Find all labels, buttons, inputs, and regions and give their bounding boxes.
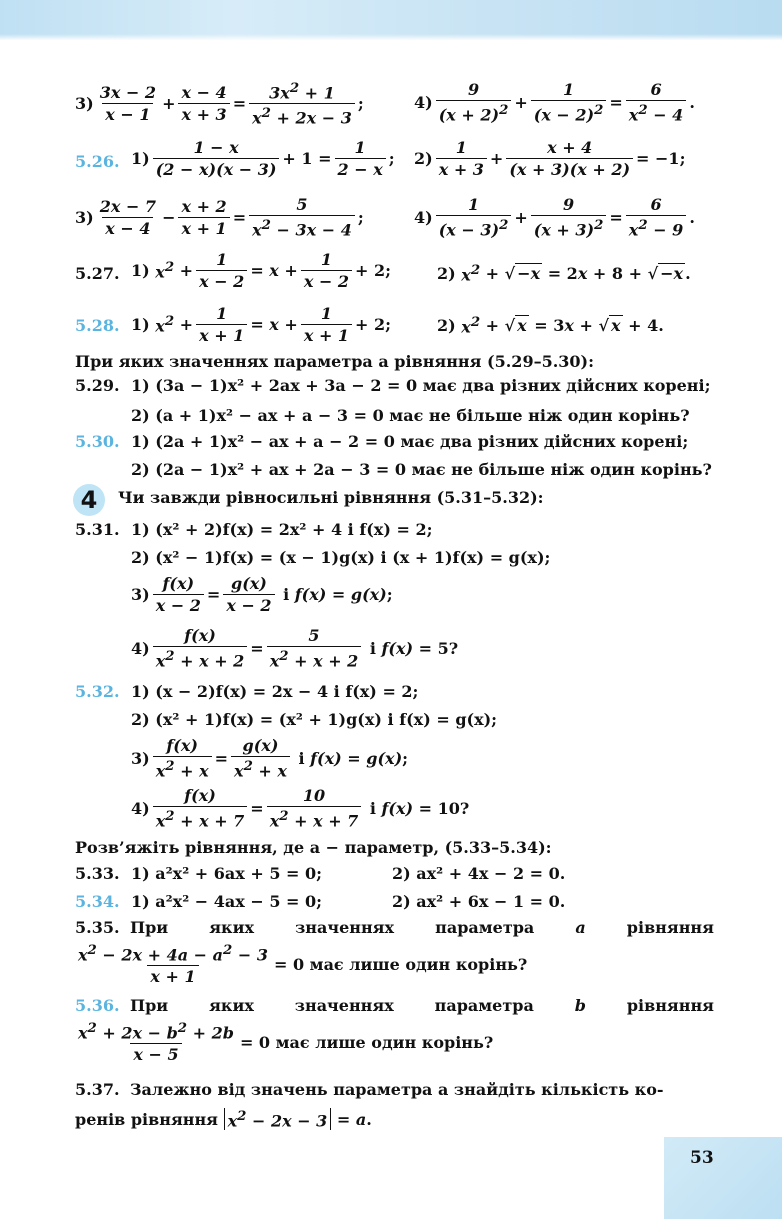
task-536-label: 5.36. — [75, 996, 120, 1015]
task-525-part-3: 3) $\frac{3x - 2}{x - 1}$ + $\frac{x - 4}{x + 3}$ = $\frac{3x^2 + 1}{x^2 + 2x - 3}$ ; — [75, 80, 364, 128]
task-536-word: b — [574, 996, 586, 1015]
task-527-part-1: 1) $x^2$ + $\frac{1}{x - 2}$ = x + $\frac{1}{x - 2}$ + 2; — [131, 250, 392, 291]
task-530-label: 5.30. — [75, 432, 120, 451]
task-532-part-2: 2) (x² + 1)f(x) = (x² + 1)g(x) і f(x) = g(x); — [131, 710, 498, 729]
task-528-part-1: 1) $x^2$ + $\frac{1}{x + 1}$ = x + $\frac{1}{x + 1}$ + 2; — [131, 304, 392, 345]
task-526-label: 5.26. — [75, 152, 120, 171]
task-529-part-2: 2) (a + 1)x² − ax + a − 3 = 0 має не більше ніж один корінь? — [131, 406, 690, 425]
task-533-label: 5.33. — [75, 864, 120, 883]
task-527-label: 5.27. — [75, 264, 120, 283]
task-526-part-3: 3) $\frac{2x - 7}{x - 4}$ − $\frac{x + 2}{x + 1}$ = $\frac{5}{x^2 - 3x - 4}$ ; — [75, 195, 364, 240]
task-526-part-1: 1) $\frac{1 - x}{(2 - x)(x - 3)}$ + 1 = $\frac{1}{2 - x}$ ; — [131, 138, 395, 179]
task-525-part-4: 4) $\frac{9}{(x + 2)^2}$ + $\frac{1}{(x - 2)^2}$ = $\frac{6}{x^2 - 4}$ . — [414, 80, 695, 125]
task-531-part-1: 1) (x² + 2)f(x) = 2x² + 4 і f(x) = 2; — [131, 520, 433, 539]
task-526-row-2 — [0, 195, 782, 245]
task-536-word: яких — [209, 996, 254, 1015]
task-527-part-2: 2) $x^2$ + √ −x = 2 x + 8 + √ −x . — [437, 262, 691, 285]
task-530-part-1: 1) (2a + 1)x² − ax + a − 2 = 0 має два різних дійсних корені; — [131, 432, 689, 451]
task-531-label: 5.31. — [75, 520, 120, 539]
task-535-word: При — [130, 918, 169, 937]
solve-heading: Розв’яжіть рівняння, де a − параметр, (5.33–5.34): — [75, 838, 552, 857]
task-535-word: a — [575, 918, 586, 937]
task-537-line-2-prefix: ренів рівняння — [75, 1109, 218, 1129]
task-531-part-4: 4) $\frac{f(x)}{x^2 + x + 2}$ = $\frac{5}{x^2 + x + 2}$ і f(x) = 5? — [131, 626, 459, 671]
task-526-part-4: 4) $\frac{1}{(x - 3)^2}$ + $\frac{9}{(x + 3)^2}$ = $\frac{6}{x^2 - 9}$ . — [414, 195, 695, 240]
task-536-row-2 — [0, 1020, 782, 1070]
task-533-part-1: 1) a²x² + 6ax + 5 = 0; — [131, 864, 323, 883]
task-527-row — [0, 250, 782, 300]
task-526-row-1 — [0, 138, 782, 188]
task-537-label: 5.37. — [75, 1080, 120, 1099]
task-532-part-1: 1) (x − 2)f(x) = 2x − 4 і f(x) = 2; — [131, 682, 419, 701]
task-536-equation: $\frac{x^2 + 2x - b^2 + 2b}{x - 5}$ = 0 має лише один корінь? — [78, 1020, 494, 1065]
task-535-label: 5.35. — [75, 918, 120, 937]
top-decorative-band — [0, 0, 782, 40]
task-528-row — [0, 304, 782, 354]
corner-decorative-band — [664, 1137, 782, 1219]
task-532-row-3 — [0, 736, 782, 786]
task-534-part-2: 2) ax² + 6x − 1 = 0. — [392, 892, 566, 911]
task-526-part-2: 2) $\frac{1}{x + 3}$ + $\frac{x + 4}{(x + 3)(x + 2)}$ = −1; — [414, 138, 686, 179]
task-532-label: 5.32. — [75, 682, 120, 701]
task-528-part-2: 2) $x^2$ + √ x = 3 x + √ x + 4. — [437, 314, 664, 337]
section-badge: 4 — [73, 484, 105, 516]
task-536-tail: = 0 має лише один корінь? — [239, 1032, 494, 1052]
task-531-row-4 — [0, 626, 782, 676]
task-536-word: При — [130, 996, 169, 1015]
task-534-label: 5.34. — [75, 892, 120, 911]
task-532-row-4 — [0, 786, 782, 836]
task-531-part-3: 3) $\frac{f(x)}{x - 2}$ = $\frac{g(x)}{x - 2}$ і f(x) = g(x) ; — [131, 574, 393, 615]
task-528-label: 5.28. — [75, 316, 120, 335]
task-536-word: рівняння — [626, 996, 714, 1015]
task-535-word: рівняння — [626, 918, 714, 937]
task-532-part-3: 3) $\frac{f(x)}{x^2 + x}$ = $\frac{g(x)}{x^2 + x}$ і f(x) = g(x) ; — [131, 736, 409, 781]
task-535-word: яких — [209, 918, 255, 937]
task-532-part-4: 4) $\frac{f(x)}{x^2 + x + 7}$ = $\frac{10}{x^2 + x + 7}$ і f(x) = 10? — [131, 786, 470, 831]
page-number: 53 — [690, 1148, 714, 1168]
task-534-part-1: 1) a²x² − 4ax − 5 = 0; — [131, 892, 323, 911]
task-535-word: значеннях — [295, 918, 395, 937]
task-536-word: параметра — [434, 996, 534, 1015]
task-529-part-1: 1) (3a − 1)x² + 2ax + 3a − 2 = 0 має два різних дійсних корені; — [131, 376, 711, 395]
task-536-justified-text — [130, 996, 714, 1015]
section-heading: Чи завжди рівносильні рівняння (5.31–5.32): — [118, 488, 544, 507]
task-535-tail: = 0 має лише один корінь? — [273, 954, 528, 974]
task-525-row — [0, 80, 782, 130]
task-537-line-2: ренів рівняння $x^2 - 2x - 3$ = a . — [75, 1108, 372, 1131]
task-529-label: 5.29. — [75, 376, 120, 395]
task-535-equation: $\frac{x^2 - 2x + 4a - a^2 - 3}{x + 1}$ = 0 має лише один корінь? — [78, 942, 528, 987]
task-536-word: значеннях — [294, 996, 394, 1015]
task-537-abs-expression: $x^2 - 2x - 3$ — [224, 1108, 332, 1130]
task-535-row-2 — [0, 942, 782, 992]
task-535-word: параметра — [435, 918, 535, 937]
param-heading: При яких значеннях параметра a рівняння (5.29–5.30): — [75, 352, 595, 371]
task-537-line-1: Залежно від значень параметра a знайдіть кількість ко- — [130, 1080, 664, 1099]
task-535-justified-text — [130, 918, 714, 937]
task-533-part-2: 2) ax² + 4x − 2 = 0. — [392, 864, 566, 883]
task-531-row-3 — [0, 574, 782, 624]
task-531-part-2: 2) (x² − 1)f(x) = (x − 1)g(x) і (x + 1)f(x) = g(x); — [131, 548, 551, 567]
task-530-part-2: 2) (2a − 1)x² + ax + 2a − 3 = 0 має не більше ніж один корінь? — [131, 460, 712, 479]
